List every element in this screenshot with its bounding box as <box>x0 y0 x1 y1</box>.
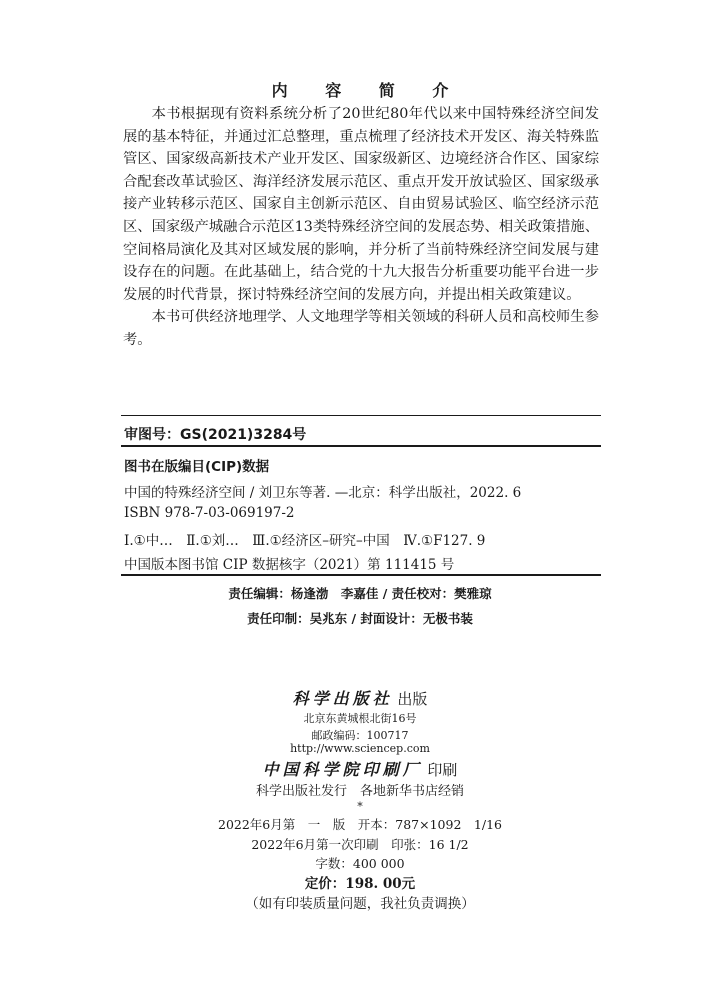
editors-credit: 责任编辑：杨逢渤 李嘉佳 / 责任校对：樊雅琼 <box>228 586 492 601</box>
cip-line-book: 中国的特殊经济空间 / 刘卫东等著. —北京：科学出版社，2022. 6 <box>124 485 522 501</box>
publisher-postcode: 邮政编码：100717 <box>311 729 409 742</box>
cip-line-classification: Ⅰ.①中… Ⅱ.①刘… Ⅲ.①经济区–研究–中国 Ⅳ.①F127. 9 <box>124 533 486 549</box>
publisher-name: 科学出版社 <box>292 689 393 708</box>
intro-paragraph: 本书根据现有资料系统分析了20世纪80年代以来中国特殊经济空间发展的基本特征，并通过汇总整理，重点梳理了经济技术开发区、海关特殊监管区、国家级高新技术产业开发区、国家级新区、边境经济合作区、国家综合配套改革试验区、海洋经济发展示范区、重点开发开放试验区、国家级承接产业转移示范区、国家自主创新示范区、自由贸易试验区、临空经济示范区、国家级产城融合示范区13类特殊经济空间的发展态势、相关政策措施、空间格局演化及其对区域发展的影响，并分析了当前特殊经济空间发展与建设存在的问题。在此基础上，结合党的十九大报告分析重要功能平台进一步发展的时代背景，探讨特殊经济空间的发展方向，并提出相关政策建议。 <box>123 106 599 303</box>
publisher-url: http://www.sciencep.com <box>290 742 430 755</box>
price: 定价：198. 00元 <box>304 876 416 892</box>
printer-line <box>0 757 720 780</box>
printer-suffix: 印刷 <box>427 761 458 779</box>
separator-star: * <box>357 800 363 813</box>
printing-line: 2022年6月第一次印刷 印张：16 1/2 <box>251 837 469 852</box>
approval-number: 审图号：GS(2021)3284号 <box>124 427 307 443</box>
divider <box>121 574 601 576</box>
intro-paragraph: 本书可供经济地理学、人文地理学等相关领域的科研人员和高校师生参考。 <box>123 309 599 348</box>
page-title: 内 容 简 介 <box>271 81 465 100</box>
cip-line-isbn: ISBN 978-7-03-069197-2 <box>124 505 295 521</box>
word-count: 字数：400 000 <box>315 856 405 871</box>
cip-heading: 图书在版编目(CIP)数据 <box>124 459 270 475</box>
divider <box>121 445 601 447</box>
printer-name: 中国科学院印刷厂 <box>262 760 423 779</box>
intro-section <box>123 103 599 352</box>
distribution-line: 科学出版社发行 各地新华书店经销 <box>255 784 464 799</box>
cip-line-record-number: 中国版本图书馆 CIP 数据核字（2021）第 111415 号 <box>124 557 455 573</box>
publisher-line <box>0 686 720 709</box>
publisher-suffix: 出版 <box>397 690 428 708</box>
quality-notice: （如有印装质量问题，我社负责调换） <box>245 896 475 912</box>
publisher-address: 北京东黄城根北街16号 <box>303 712 417 725</box>
edition-line: 2022年6月第 一 版 开本：787×1092 1/16 <box>218 817 502 832</box>
divider <box>121 415 601 416</box>
production-credit: 责任印制：吴兆东 / 封面设计：无极书装 <box>247 611 473 626</box>
